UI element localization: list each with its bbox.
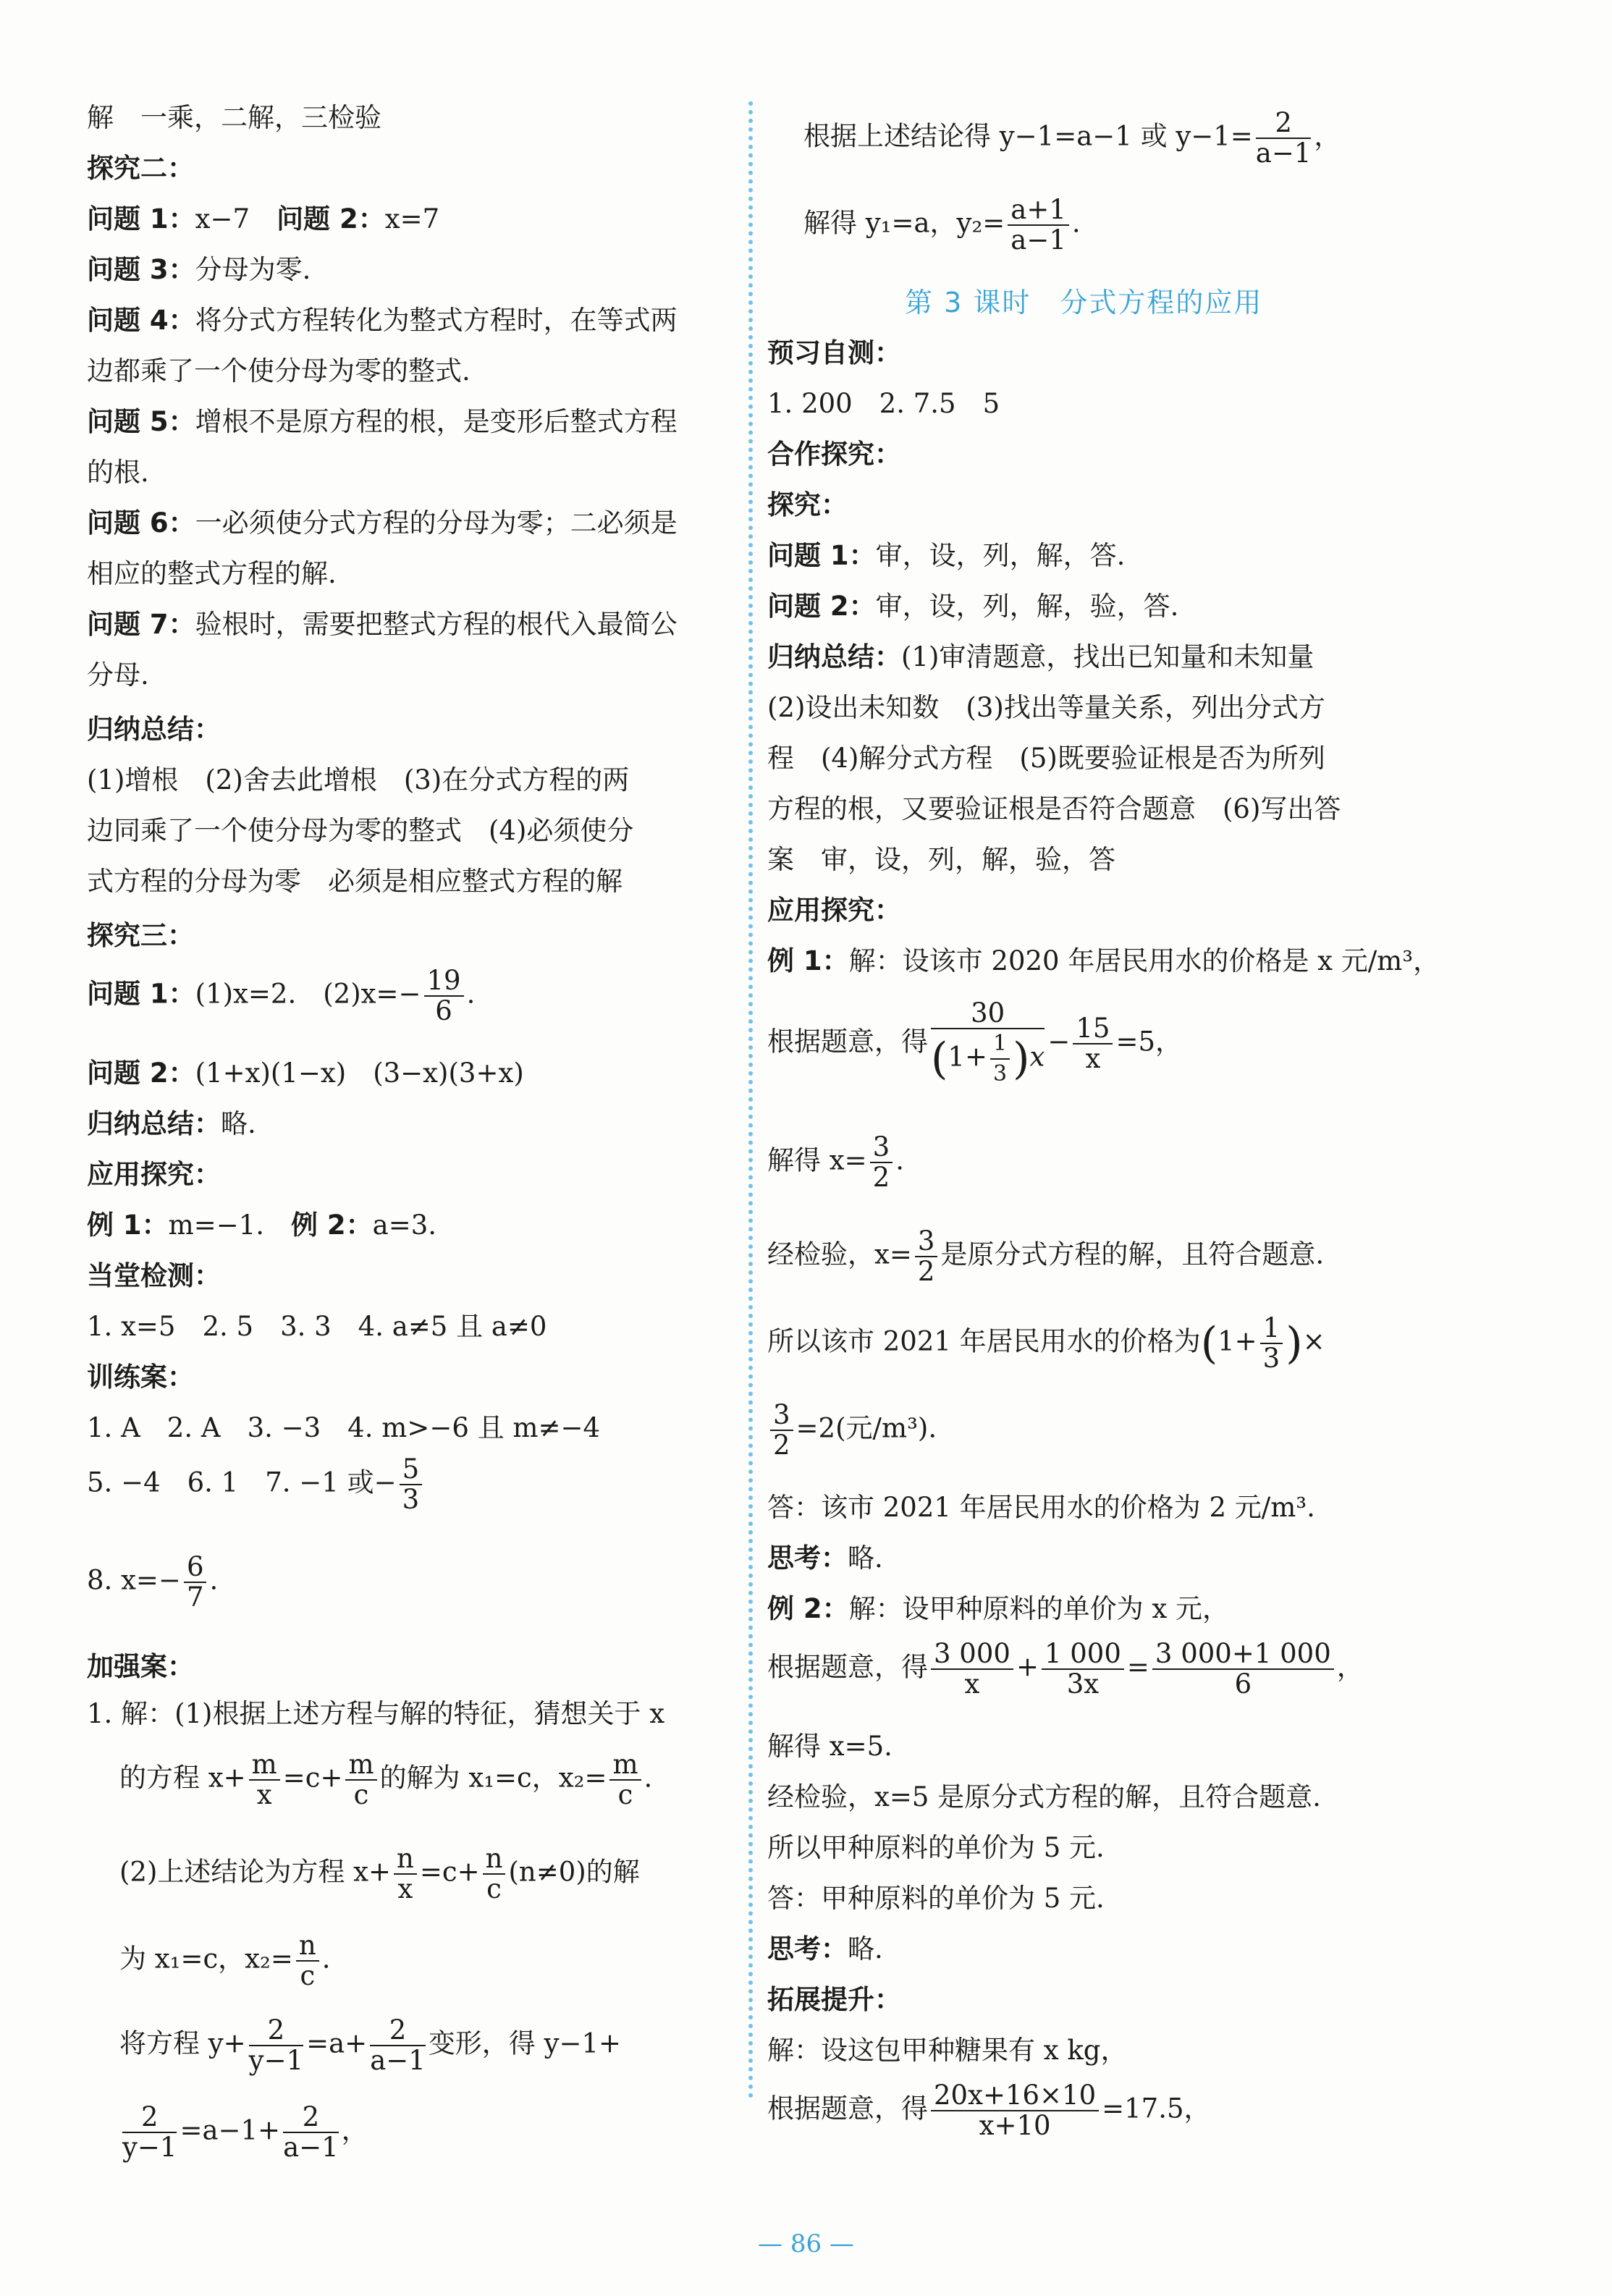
text-line: 所以甲种原料的单价为 5 元. <box>767 1832 1105 1863</box>
text-line: 案 审，设，列，解，验，答 <box>767 844 1115 875</box>
heading: 预习自测： <box>767 337 901 368</box>
text-line: 为 x₁=c，x₂= $\frac{n}{c}$ . <box>119 1930 331 1991</box>
text-line: 1. x=5 2. 5 3. 3 4. a≠5 且 a≠0 <box>87 1311 547 1342</box>
text-line: 经检验，x=5 是原分式方程的解，且符合题意. <box>767 1781 1321 1812</box>
text-line: 的方程 x+ $\frac{m}{x}$ =c+ $\frac{m}{c}$ 的解为 x₁=c，x₂= $\frac{m}{c}$ . <box>119 1749 653 1810</box>
text-line: 问题 1：(1)x=2. (2)x=− $\frac{19}{6}$ . <box>87 965 476 1026</box>
text-line: (1)增根 (2)舍去此增根 (3)在分式方程的两 <box>87 764 630 795</box>
text-line: 问题 4：将分式方程转化为整式方程时，在等式两 <box>87 305 678 336</box>
text-line: 解 一乘，二解，三检验 <box>87 102 381 133</box>
text-line: 归纳总结：略. <box>87 1108 256 1139</box>
text-line: 分母. <box>87 659 149 691</box>
text-line: 问题 1：x−7 问题 2：x=7 <box>87 203 440 235</box>
heading: 训练案： <box>87 1362 194 1393</box>
heading: 当堂检测： <box>87 1260 221 1291</box>
text-line: 1. 解：(1)根据上述方程与解的特征，猜想关于 x <box>87 1698 665 1729</box>
heading: 拓展提升： <box>767 1984 901 2015</box>
text-line: 问题 5：增根不是原方程的根，是变形后整式方程 <box>87 406 678 437</box>
text-line: 程 (4)解分式方程 (5)既要验证根是否为所列 <box>767 743 1325 774</box>
text-line: 方程的根，又要验证根是否符合题意 (6)写出答 <box>767 793 1341 824</box>
text-line: 思考：略. <box>767 1542 883 1574</box>
text-line: $\frac{3}{2}$ =2(元/m³). <box>767 1401 937 1460</box>
text-line: 1. A 2. A 3. −3 4. m>−6 且 m≠−4 <box>87 1412 601 1443</box>
heading: 探究二： <box>87 153 194 184</box>
heading: 探究三： <box>87 920 194 951</box>
text-line: 将方程 y+ $\frac{2}{y-1}$ =a+ $\frac{2}{a-1}$ 变形，得 y−1+ <box>119 2014 622 2076</box>
text-line: 解得 x= $\frac{3}{2}$ . <box>767 1131 904 1193</box>
text-line: 所以该市 2021 年居民用水的价格为(1+ $\frac{1}{3}$ )× <box>767 1312 1325 1374</box>
text-line: 根据题意，得 $\frac{3 000}{x}$ + $\frac{1 000}{3x}$ = $\frac{3 000+1 000}{6}$ ， <box>767 1638 1364 1700</box>
text-line: 答：该市 2021 年居民用水的价格为 2 元/m³. <box>767 1492 1315 1523</box>
text-line: 解：设这包甲种糖果有 x kg， <box>767 2035 1128 2066</box>
text-line: 归纳总结：(1)审清题意，找出已知量和未知量 <box>767 641 1315 672</box>
heading: 应用探究： <box>767 895 901 926</box>
text-line: 问题 7：验根时，需要把整式方程的根代入最简公 <box>87 609 678 640</box>
text-line: 例 2：解：设甲种原料的单价为 x 元， <box>767 1593 1230 1624</box>
text-line: 相应的整式方程的解. <box>87 558 337 589</box>
section-title: 第 3 课时 分式方程的应用 <box>905 287 1263 318</box>
column-divider <box>748 101 753 2099</box>
text-line: 式方程的分母为零 必须是相应整式方程的解 <box>87 866 623 897</box>
text-line: 的根. <box>87 457 149 488</box>
text-line: (2)设出未知数 (3)找出等量关系，列出分式方 <box>767 692 1325 723</box>
heading: 探究： <box>767 489 848 520</box>
text-line: 问题 3：分母为零. <box>87 254 311 285</box>
text-line: 边同乘了一个使分母为零的整式 (4)必须使分 <box>87 815 634 846</box>
text-line: 解得 y₁=a，y₂= $\frac{a+1}{a-1}$ . <box>803 194 1081 256</box>
text-line: 答：甲种原料的单价为 5 元. <box>767 1883 1105 1914</box>
text-line: 例 1：解：设该市 2020 年居民用水的价格是 x 元/m³， <box>767 945 1440 976</box>
heading: 应用探究： <box>87 1159 221 1190</box>
text-line: 边都乘了一个使分母为零的整式. <box>87 355 470 387</box>
text-line: $\frac{2}{y-1}$ =a−1+ $\frac{2}{a-1}$ ， <box>122 2101 368 2163</box>
text-line: 问题 2：(1+x)(1−x) (3−x)(3+x) <box>87 1058 524 1089</box>
text-line: 1. 200 2. 7.5 5 <box>767 388 1000 419</box>
text-line: 根据题意，得 $\frac{20x+16\times 10}{x+10}$ =17.5， <box>767 2080 1211 2141</box>
text-line: 根据上述结论得 y−1=a−1 或 y−1= $\frac{2}{a-1}$ ， <box>803 107 1341 169</box>
text-line: 5. −4 6. 1 7. −1 或− $\frac{5}{3}$ <box>87 1455 425 1514</box>
text-line: 8. x=− $\frac{6}{7}$ . <box>87 1551 219 1613</box>
heading: 合作探究： <box>767 439 901 470</box>
text-line: 解得 x=5. <box>767 1731 892 1762</box>
heading: 加强案： <box>87 1651 194 1682</box>
text-line: 根据题意，得 30 (1+ $\frac{1}{3}$ )x − $\frac{15}{x}$ =5， <box>767 997 1183 1086</box>
text-line: 问题 1：审，设，列，解，答. <box>767 540 1126 571</box>
text-line: 问题 2：审，设，列，解，验，答. <box>767 591 1179 622</box>
text-line: 思考：略. <box>767 1933 883 1964</box>
text-line: (2)上述结论为方程 x+ $\frac{n}{x}$ =c+ $\frac{n}{c}$ (n≠0)的解 <box>119 1843 640 1904</box>
heading: 归纳总结： <box>87 714 221 745</box>
text-line: 经检验，x= $\frac{3}{2}$ 是原分式方程的解，且符合题意. <box>767 1225 1325 1287</box>
text-line: 例 1：m=−1. 例 2：a=3. <box>87 1210 437 1241</box>
text-line: 问题 6：一必须使分式方程的分母为零；二必须是 <box>87 507 678 539</box>
page-number: — 86 — <box>758 2229 854 2258</box>
